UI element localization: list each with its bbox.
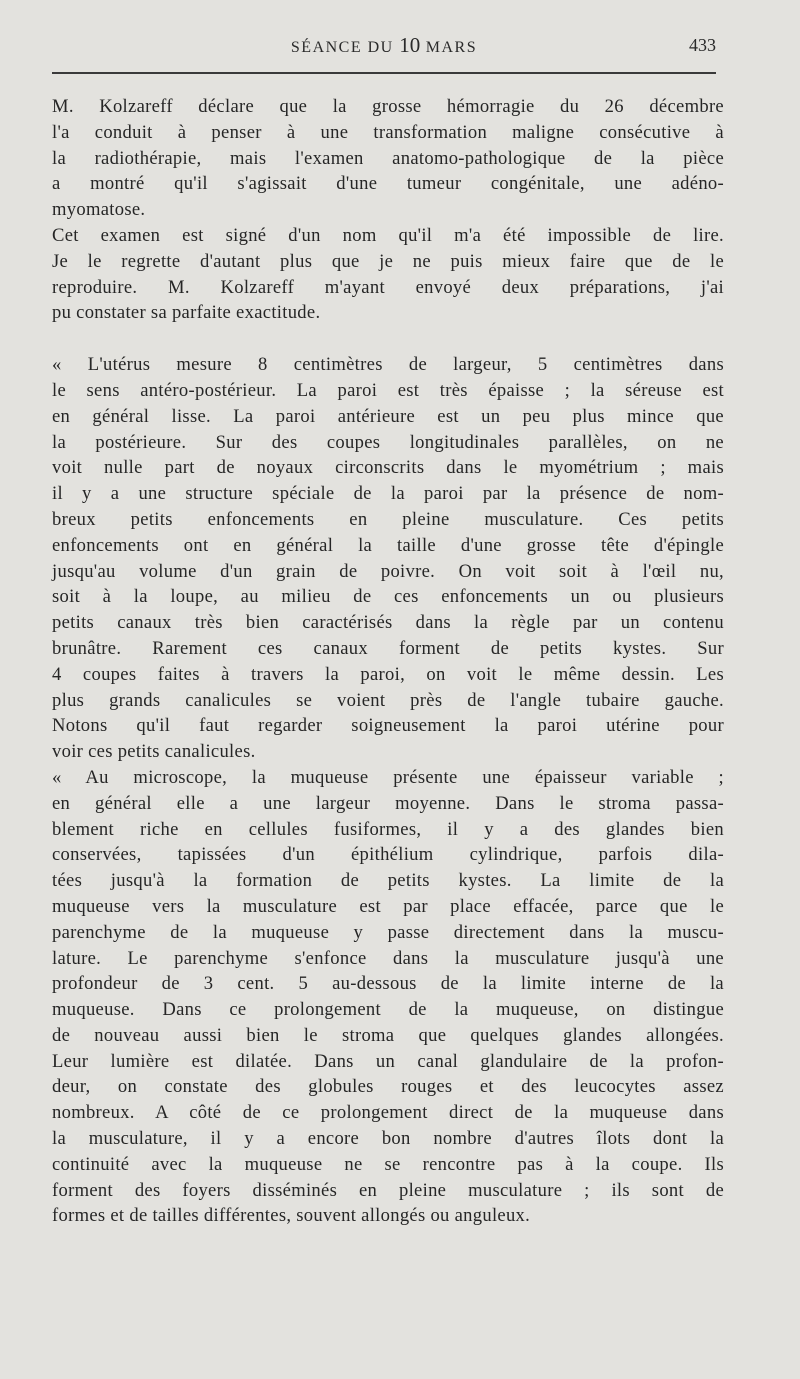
text-line: il y a une structure spéciale de la paroi par la présence de nom- (52, 483, 724, 505)
paragraph-gap (52, 326, 724, 352)
text-line: deur, on constate des globules rouges et des leucocytes assez (52, 1076, 724, 1098)
running-header (52, 33, 716, 61)
paragraph (52, 352, 724, 765)
text-line: petits canaux très bien caractérisés dans la règle par un contenu (52, 612, 724, 634)
text-line: lature. Le parenchyme s'enfonce dans la musculature jusqu'à une (52, 947, 724, 969)
text-line: de nouveau aussi bien le stroma que quelques glandes allongées. (52, 1024, 724, 1046)
header-rule (52, 72, 716, 74)
paragraph (52, 765, 724, 1229)
running-title-text: SÉANCE DU (290, 39, 394, 56)
text-line: conservées, tapissées d'un épithélium cylindrique, parfois dila- (52, 844, 724, 866)
text-line: myomatose. (52, 199, 146, 221)
text-line: continuité avec la muqueuse ne se rencontre pas à la coupe. Ils (52, 1153, 724, 1175)
text-line: la postérieure. Sur des coupes longitudinales parallèles, on ne (52, 431, 724, 453)
text-line: Notons qu'il faut regarder soigneusement la paroi utérine pour (52, 715, 724, 737)
paragraph (52, 94, 724, 223)
text-line: voit nulle part de noyaux circonscrits dans le myométrium ; mais (52, 457, 724, 479)
text-line: blement riche en cellules fusiformes, il y a des glandes bien (52, 818, 724, 840)
text-line: voir ces petits canalicules. (52, 741, 256, 763)
text-line: « L'utérus mesure 8 centimètres de largeur, 5 centimètres dans (52, 354, 724, 376)
text-line: « Au microscope, la muqueuse présente une épaisseur variable ; (52, 766, 724, 788)
text-line: M. Kolzareff déclare que la grosse hémorragie du 26 décembre (52, 96, 724, 117)
text-line: a montré qu'il s'agissait d'une tumeur congénitale, une adéno- (52, 173, 724, 195)
text-line: en général elle a une largeur moyenne. Dans le stroma passa- (52, 792, 724, 814)
text-line: muqueuse vers la musculature est par place effacée, parce que le (52, 895, 724, 917)
text-line: jusqu'au volume d'un grain de poivre. On voit soit à l'œil nu, (52, 560, 724, 582)
text-line: reproduire. M. Kolzareff m'ayant envoyé deux préparations, j'ai (52, 276, 724, 298)
text-line: la musculature, il y a encore bon nombre d'autres îlots dont la (52, 1128, 724, 1150)
text-line: plus grands canalicules se voient près de l'angle tubaire gauche. (52, 689, 724, 711)
body-text (52, 94, 724, 1229)
paragraph (52, 223, 724, 326)
text-line: formes et de tailles différentes, souvent allongés ou anguleux. (52, 1205, 531, 1227)
text-line: nombreux. A côté de ce prolongement direct de la muqueuse dans (52, 1102, 724, 1124)
text-line: forment des foyers disséminés en pleine musculature ; ils sont de (52, 1179, 724, 1201)
text-line: muqueuse. Dans ce prolongement de la muqueuse, on distingue (52, 999, 724, 1021)
page-number: 433 (689, 35, 716, 55)
text-line: brunâtre. Rarement ces canaux forment de petits kystes. Sur (52, 637, 724, 659)
text-line: en général lisse. La paroi antérieure est un peu plus mince que (52, 405, 724, 427)
text-line: breux petits enfoncements en pleine musculature. Ces petits (52, 508, 724, 530)
text-line: l'a conduit à penser à une transformation maligne consécutive à (52, 121, 724, 143)
text-line: 4 coupes faites à travers la paroi, on voit le même dessin. Les (52, 663, 724, 685)
running-title-day: 10 (399, 33, 421, 57)
text-line: profondeur de 3 cent. 5 au-dessous de la limite interne de la (52, 973, 724, 995)
text-line: le sens antéro-postérieur. La paroi est très épaisse ; la séreuse est (52, 379, 724, 401)
text-line: pu constater sa parfaite exactitude. (52, 302, 321, 324)
text-line: enfoncements ont en général la taille d'une grosse tête d'épingle (52, 534, 724, 556)
text-line: parenchyme de la muqueuse y passe directement dans la muscu- (52, 921, 724, 943)
text-line: Leur lumière est dilatée. Dans un canal glandulaire de la profon- (52, 1050, 724, 1072)
running-title-month: MARS (425, 39, 478, 56)
text-line: soit à la loupe, au milieu de ces enfoncements un ou plusieurs (52, 586, 724, 608)
text-line: Je le regrette d'autant plus que je ne puis mieux faire que de le (52, 250, 724, 272)
running-title (52, 33, 716, 58)
text-line: Cet examen est signé d'un nom qu'il m'a été impossible de lire. (52, 224, 724, 246)
text-line: tées jusqu'à la formation de petits kystes. La limite de la (52, 870, 724, 892)
text-line: la radiothérapie, mais l'examen anatomo-pathologique de la pièce (52, 147, 724, 169)
